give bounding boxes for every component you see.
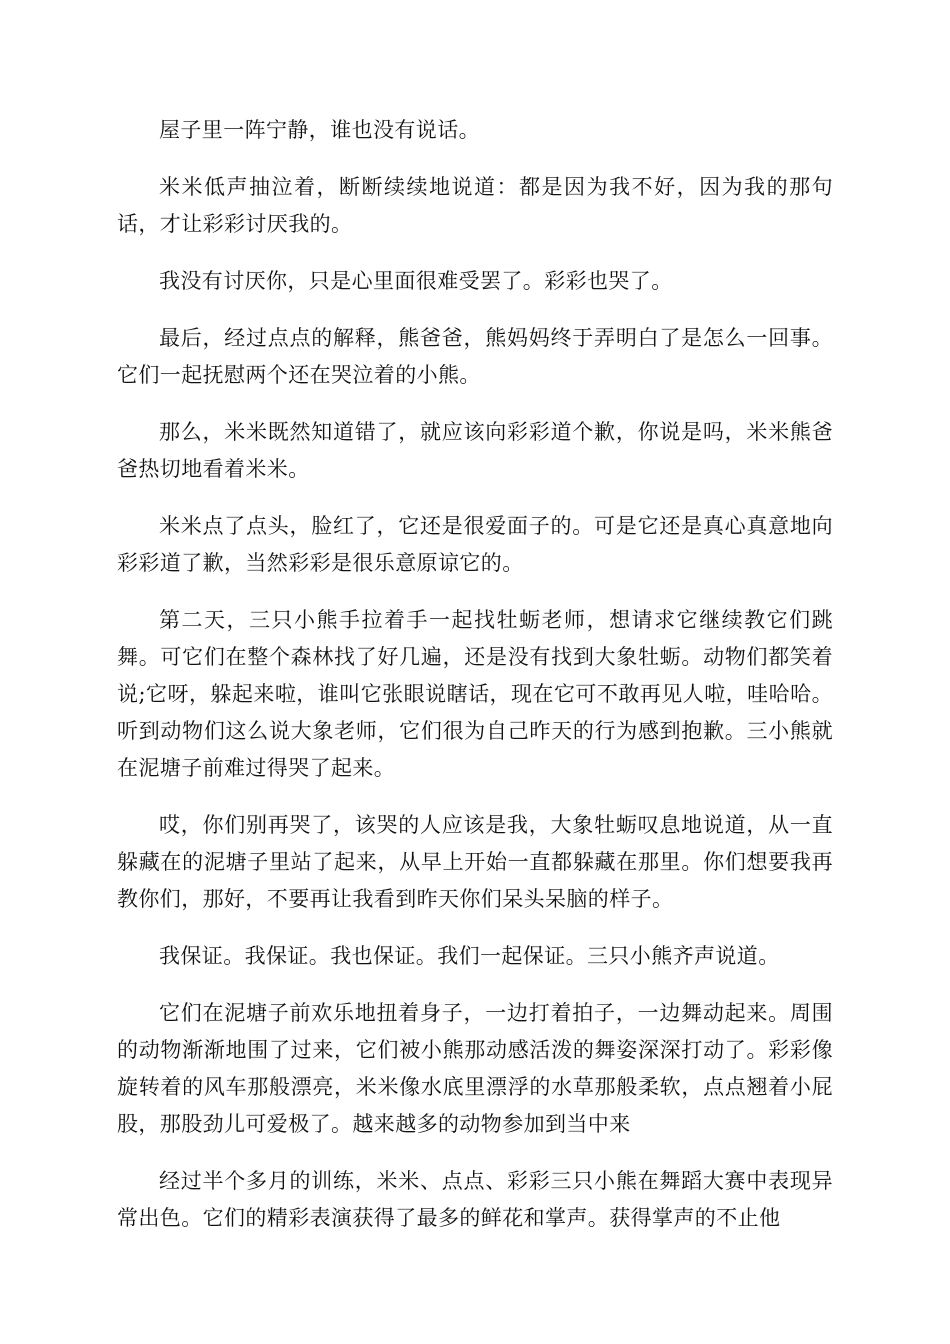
paragraph: 最后，经过点点的解释，熊爸爸，熊妈妈终于弄明白了是怎么一回事。它们一起抚慰两个还在哭泣着的小熊。 [117,326,833,387]
paragraph: 米米低声抽泣着，断断续续地说道：都是因为我不好，因为我的那句话，才让彩彩讨厌我的。 [117,175,833,236]
paragraph: 经过半个多月的训练，米米、点点、彩彩三只小熊在舞蹈大赛中表现异常出色。它们的精彩表演获得了最多的鲜花和掌声。获得掌声的不止他 [117,1169,833,1230]
paragraph: 我保证。我保证。我也保证。我们一起保证。三只小熊齐声说道。 [159,944,780,968]
paragraph: 屋子里一阵宁静，谁也没有说话。 [159,118,480,142]
paragraph: 它们在泥塘子前欢乐地扭着身子，一边打着拍子，一边舞动起来。周围的动物渐渐地围了过来，它们被小熊那动感活泼的舞姿深深打动了。彩彩像旋转着的风车那般漂亮，米米像水底里漂浮的水草那般柔软，点点翘着小屁股，那股劲儿可爱极了。越来越多的动物参加到当中来 [117,1001,833,1136]
paragraph: 米米点了点头，脸红了，它还是很爱面子的。可是它还是真心真意地向彩彩道了歉，当然彩彩是很乐意原谅它的。 [117,514,833,575]
paragraph: 第二天，三只小熊手拉着手一起找牡蛎老师，想请求它继续教它们跳舞。可它们在整个森林找了好几遍，还是没有找到大象牡蛎。动物们都笑着说;它呀，躲起来啦，谁叫它张眼说瞎话，现在它可不敢再见人啦，哇哈哈。听到动物们这么说大象老师，它们很为自己昨天的行为感到抱歉。三小熊就在泥塘子前难过得哭了起来。 [117,608,833,780]
paragraph: 那么，米米既然知道错了，就应该向彩彩道个歉，你说是吗，米米熊爸爸热切地看着米米。 [117,420,833,481]
paragraph: 我没有讨厌你，只是心里面很难受罢了。彩彩也哭了。 [159,269,673,293]
paragraph: 哎，你们别再哭了，该哭的人应该是我，大象牡蛎叹息地说道，从一直躲藏在的泥塘子里站了起来，从早上开始一直都躲藏在那里。你们想要我再教你们，那好，不要再让我看到昨天你们呆头呆脑的样子。 [117,813,833,911]
document-page [117,112,833,1257]
